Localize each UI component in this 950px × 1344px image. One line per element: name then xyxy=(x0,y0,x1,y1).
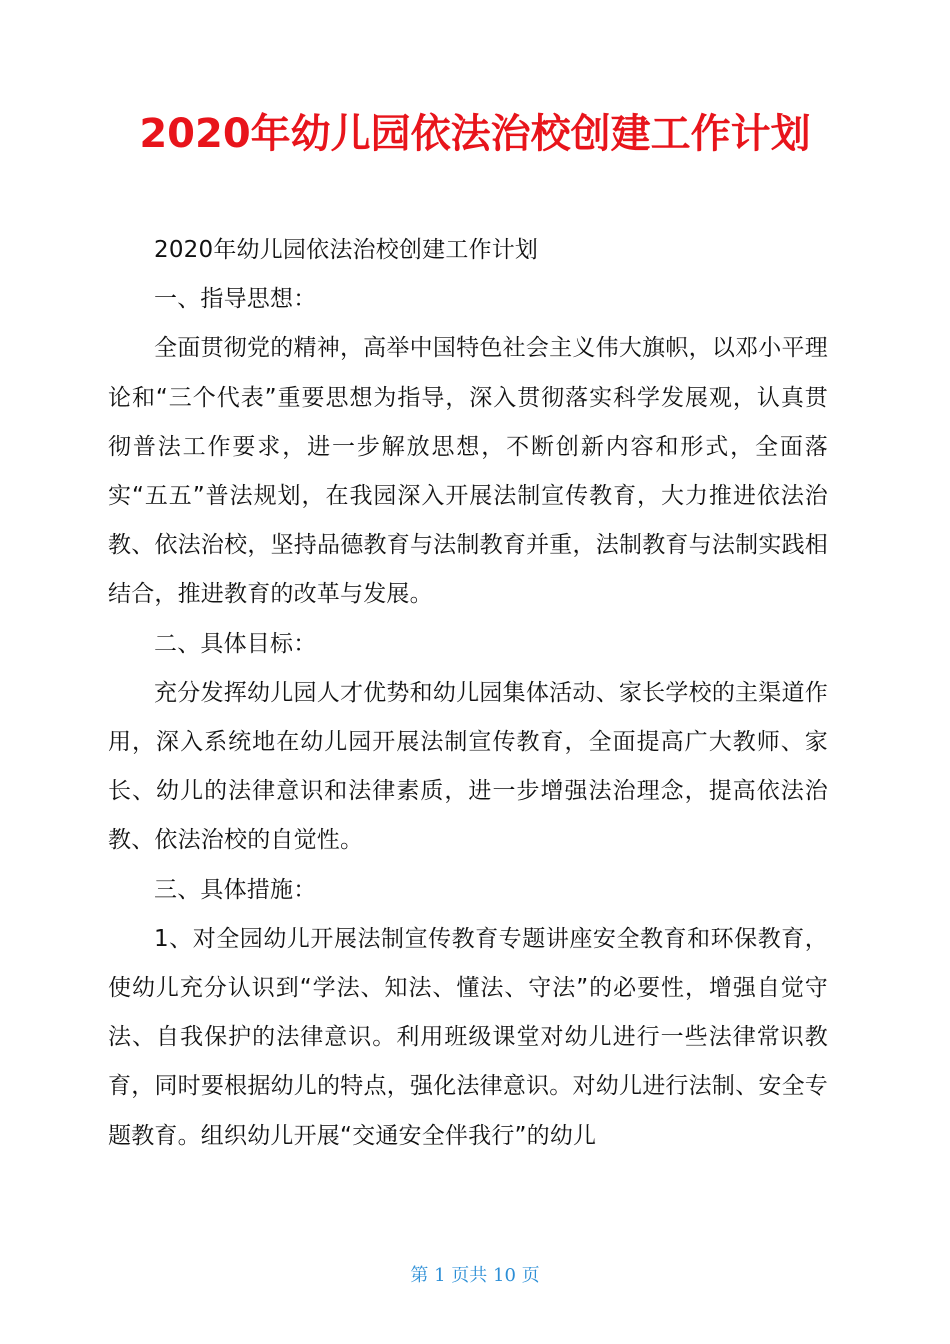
body-paragraph: 1、对全园幼儿开展法制宣传教育专题讲座安全教育和环保教育，使幼儿充分认识到“学法、知法、懂法、守法”的必要性，增强自觉守法、自我保护的法律意识。利用班级课堂对幼儿进行一些法律常识教育，同时要根据幼儿的特点，强化法律意识。对幼儿进行法制、安全专题教育。组织幼儿开展“交通安全伴我行”的幼儿 xyxy=(108,925,828,1149)
document-body xyxy=(108,226,828,1161)
section-heading-guiding-ideology: 一、指导思想： xyxy=(154,286,317,313)
subtitle-paragraph: 2020年幼儿园依法治校创建工作计划 xyxy=(154,237,539,263)
document-title: 2020年幼儿园依法治校创建工作计划 xyxy=(139,111,811,157)
body-paragraph: 全面贯彻党的精神，高举中国特色社会主义伟大旗帜，以邓小平理论和“三个代表”重要思想为指导，深入贯彻落实科学发展观，认真贯彻普法工作要求，进一步解放思想，不断创新内容和形式，全面落实“五五”普法规划，在我园深入开展法制宣传教育，大力推进依法治教、依法治校，坚持品德教育与法制教育并重，法制教育与法制实践相结合，推进教育的改革与发展。 xyxy=(108,335,828,608)
section-heading-specific-measures: 三、具体措施： xyxy=(154,876,317,903)
body-paragraph: 充分发挥幼儿园人才优势和幼儿园集体活动、家长学校的主渠道作用，深入系统地在幼儿园开展法制宣传教育，全面提高广大教师、家长、幼儿的法律意识和法律素质，进一步增强法治理念，提高依法治教、依法治校的自觉性。 xyxy=(108,679,828,854)
page-number-footer: 第 1 页共 10 页 xyxy=(410,1265,540,1286)
section-heading-specific-goals: 二、具体目标： xyxy=(154,630,317,657)
